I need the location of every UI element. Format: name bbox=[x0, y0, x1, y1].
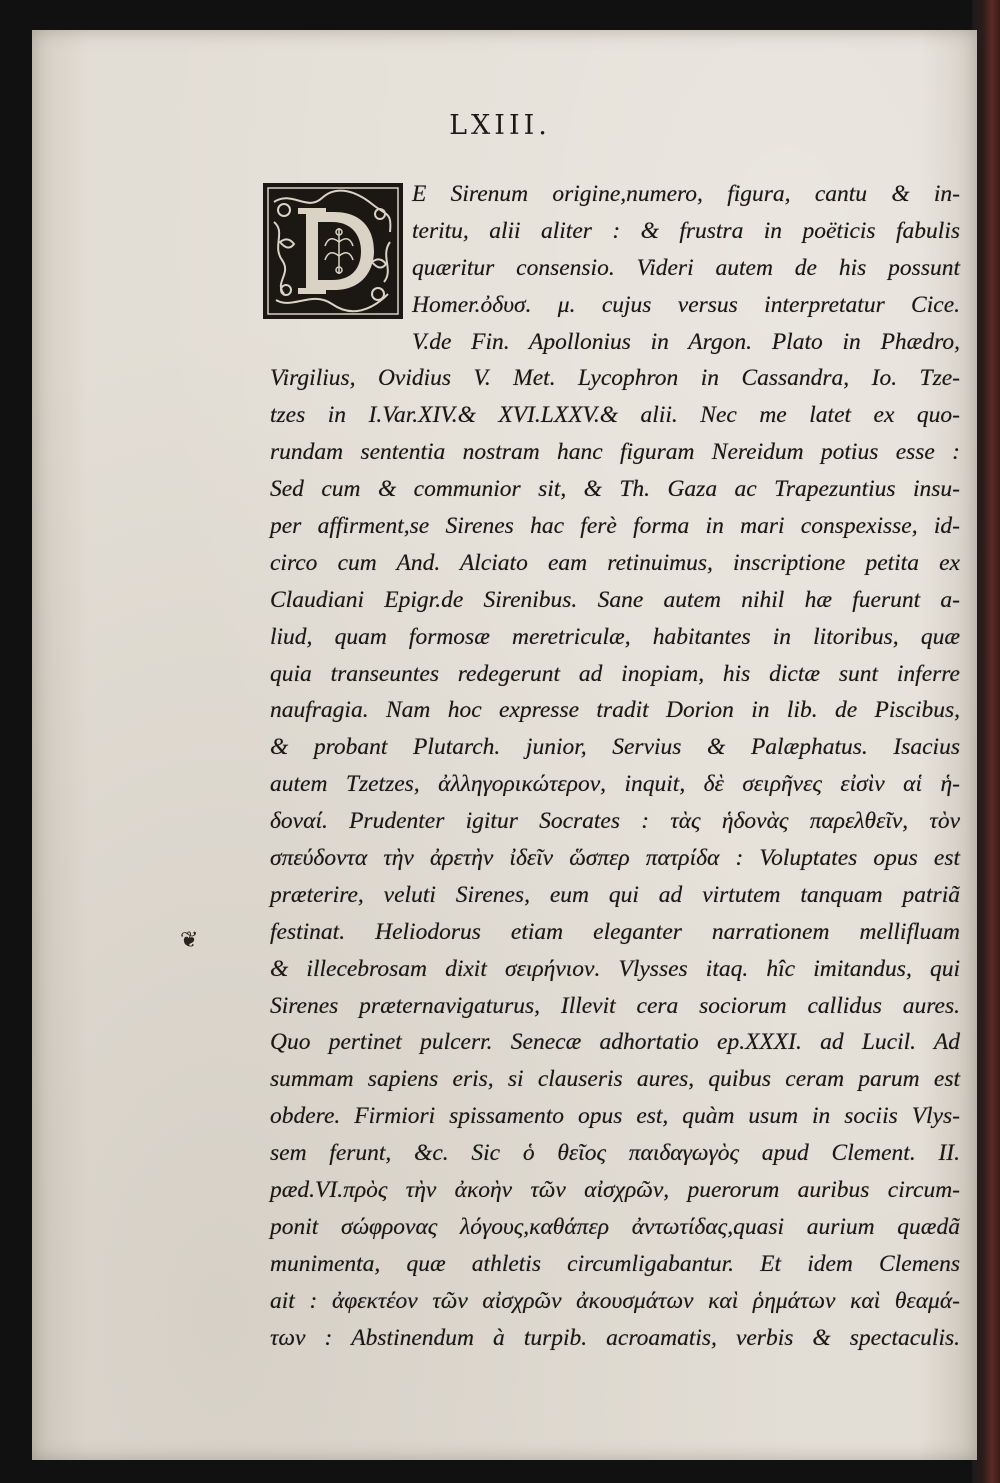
text-line: autem Tzetzes, ἀλληγορικώτερον, inquit, δὲ σειρῆνες εἰσὶν αἱ ἡ- bbox=[270, 771, 960, 798]
text-line: præterire, veluti Sirenes, eum qui ad virtutem tanquam patriã bbox=[270, 881, 960, 908]
text-line: ait : ἀφεκτέον τῶν αἰσχρῶν ἀκουσμάτων καὶ ῥημάτων καὶ θεαμά- bbox=[270, 1287, 960, 1314]
text-line: rundam sententia nostram hanc figuram Nereidum potius esse : bbox=[270, 439, 960, 466]
text-line: munimenta, quæ athletis circumligabantur. Et idem Clemens bbox=[270, 1250, 960, 1277]
text-line: pæd.VI.πρὸς τὴν ἀκοὴν τῶν αἰσχρῶν, puerorum auribus circum- bbox=[270, 1177, 960, 1204]
text-line: Claudiani Epigr.de Sirenibus. Sane autem nihil hæ fuerunt a- bbox=[270, 586, 960, 613]
text-line: Virgilius, Ovidius V. Met. Lycophron in Cassandra, Io. Tze- bbox=[270, 365, 960, 392]
text-line: Homer.ὀδυσ. μ. cujus versus interpretatur Cice. bbox=[412, 291, 960, 318]
text-line: quæritur consensio. Videri autem de his possunt bbox=[412, 254, 960, 281]
text-line: δοναί. Prudenter igitur Socrates : τὰς ἡδονὰς παρελθεῖν, τὸν bbox=[270, 808, 960, 835]
text-line: quia transeuntes redegerunt ad inopiam, his dictæ sunt inferre bbox=[270, 660, 960, 687]
text-line: liud, quam formosæ meretriculæ, habitantes in litoribus, quæ bbox=[270, 623, 960, 650]
text-line: teritu, alii aliter : & frustra in poëticis fabulis bbox=[412, 217, 960, 244]
text-line: σπεύδοντα τὴν ἀρετὴν ἰδεῖν ὥσπερ πατρίδα : Voluptates opus est bbox=[270, 845, 960, 872]
text-line: naufragia. Nam hoc expresse tradit Dorion in lib. de Piscibus, bbox=[270, 697, 960, 724]
page-header-numeral: LXIII. bbox=[449, 110, 551, 141]
text-line: festinat. Heliodorus etiam eleganter narrationem mellifluam bbox=[270, 918, 960, 945]
margin-mark: ❦ bbox=[180, 928, 199, 953]
body-text bbox=[270, 176, 960, 1357]
text-line: & illecebrosam dixit σειρήνιον. Vlysses itaq. hîc imitandus, qui bbox=[270, 955, 960, 982]
text-line: Quo pertinet pulcerr. Senecæ adhortatio ep.XXXI. ad Lucil. Ad bbox=[270, 1029, 960, 1056]
text-line: obdere. Firmiori spissamento opus est, quàm usum in sociis Vlys- bbox=[270, 1103, 960, 1130]
text-line: per affirment,se Sirenes hac ferè forma in mari conspexisse, id- bbox=[270, 513, 960, 540]
text-line: E Sirenum origine,numero, figura, cantu & in- bbox=[412, 181, 960, 207]
text-line: Sirenes præternavigaturus, Illevit cera sociorum callidus aures. bbox=[270, 992, 960, 1019]
text-line: Sed cum & communior sit, & Th. Gaza ac Trapezuntius insu- bbox=[270, 476, 960, 503]
text-line: V.de Fin. Apollonius in Argon. Plato in Phædro, bbox=[412, 328, 960, 355]
text-line: των : Abstinendum à turpib. acroamatis, verbis & spectaculis. bbox=[270, 1324, 960, 1351]
text-line: & probant Plutarch. junior, Servius & Palæphatus. Isacius bbox=[270, 734, 960, 761]
text-line: summam sapiens eris, si clauseris aures, quibus ceram parum est bbox=[270, 1066, 960, 1093]
text-line: sem ferunt, &c. Sic ὁ θεῖος παιδαγωγὸς apud Clement. II. bbox=[270, 1140, 960, 1167]
text-line: circo cum And. Alciato eam retinuimus, inscriptione petita ex bbox=[270, 549, 960, 576]
text-line: tzes in I.Var.XIV.& XVI.LXXV.& alii. Nec me latet ex quo- bbox=[270, 402, 960, 429]
text-line: ponit σώφρονας λόγους,καθάπερ ἀντωτίδας,quasi aurium quædã bbox=[270, 1213, 960, 1240]
